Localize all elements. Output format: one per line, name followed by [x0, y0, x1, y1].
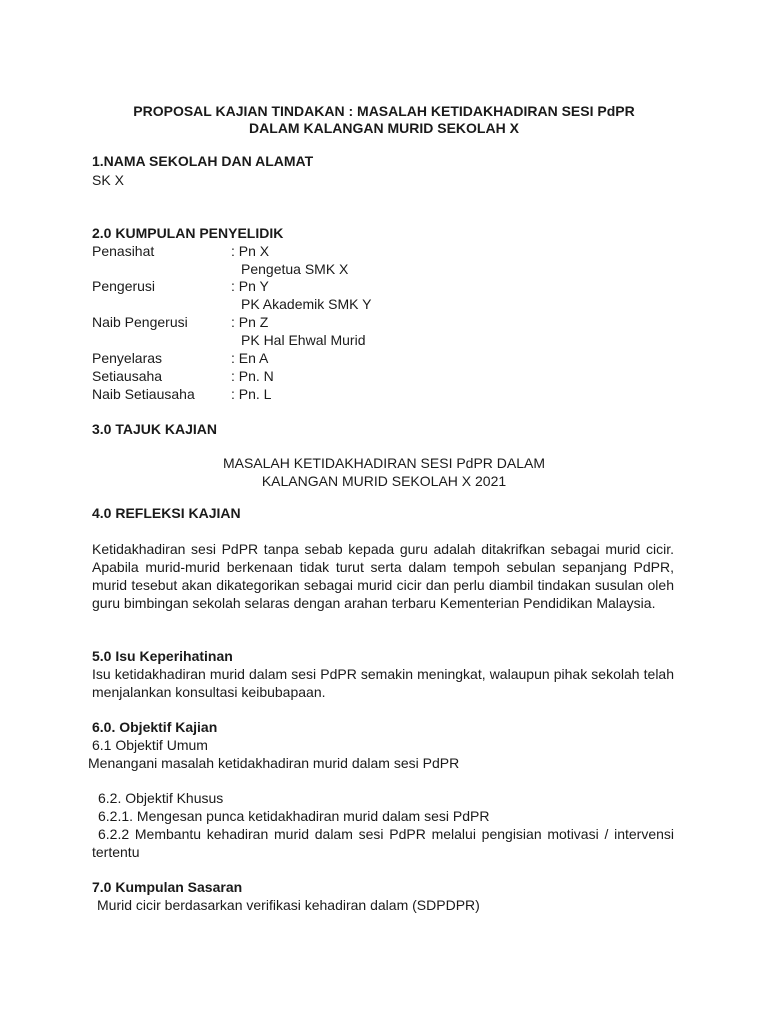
member-title-pengerusi: PK Akademik SMK Y	[241, 296, 372, 312]
member-name-naib-setiausaha: : Pn. L	[231, 386, 272, 402]
section-7-heading: 7.0 Kumpulan Sasaran	[92, 879, 243, 895]
member-role-pengerusi: Pengerusi	[92, 278, 156, 294]
member-title-penasihat: Pengetua SMK X	[241, 261, 349, 277]
objektif-khusus-label: 6.2. Objektif Khusus	[98, 790, 224, 806]
section-3-heading: 3.0 TAJUK KAJIAN	[92, 421, 217, 437]
member-role-penyelaras: Penyelaras	[92, 350, 163, 366]
member-role-naib-pengerusi: Naib Pengerusi	[92, 314, 188, 330]
title-line-1: PROPOSAL KAJIAN TINDAKAN : MASALAH KETIDAKHADIRAN SESI PdPR	[133, 103, 635, 119]
section-4-heading: 4.0 REFLEKSI KAJIAN	[92, 505, 241, 521]
member-name-penasihat: : Pn X	[231, 243, 270, 259]
section-4-body: Ketidakhadiran sesi PdPR tanpa sebab kepada guru adalah ditakrifkan sebagai murid cicir. Apabila murid-murid berkenaan tidak turut serta dalam tempoh sebulan sepanjang PdPR, murid tesebut akan dikategorikan sebagai murid cicir dan perlu diambil tindakan susulan oleh guru bimbingan sekolah selaras dengan arahan terbaru Kementerian Pendidikan Malaysia.	[92, 541, 674, 611]
member-name-naib-pengerusi: : Pn Z	[231, 314, 269, 330]
member-title-naib-pengerusi: PK Hal Ehwal Murid	[241, 332, 366, 348]
section-6-heading: 6.0. Objektif Kajian	[92, 719, 218, 735]
member-name-penyelaras: : En A	[231, 350, 269, 366]
member-role-setiausaha: Setiausaha	[92, 368, 163, 384]
school-name: SK X	[92, 172, 124, 188]
section-7-body: Murid cicir berdasarkan verifikasi kehadiran dalam (SDPDPR)	[97, 897, 480, 913]
member-name-setiausaha: : Pn. N	[231, 368, 274, 384]
study-title-line-2: KALANGAN MURID SEKOLAH X 2021	[261, 473, 507, 489]
objektif-khusus-1: 6.2.1. Mengesan punca ketidakhadiran murid dalam sesi PdPR	[98, 808, 490, 824]
objektif-umum-text: Menangani masalah ketidakhadiran murid dalam sesi PdPR	[88, 755, 460, 771]
member-name-pengerusi: : Pn Y	[231, 278, 269, 294]
objektif-khusus-2: 6.2.2 Membantu kehadiran murid dalam sesi PdPR melalui pengisian motivasi / intervensi tertentu	[92, 826, 674, 860]
section-1-heading: 1.NAMA SEKOLAH DAN ALAMAT	[92, 153, 314, 169]
member-role-penasihat: Penasihat	[92, 243, 155, 259]
title-line-2: DALAM KALANGAN MURID SEKOLAH X	[249, 120, 519, 136]
member-role-naib-setiausaha: Naib Setiausaha	[92, 386, 195, 402]
objektif-umum-label: 6.1 Objektif Umum	[92, 737, 208, 753]
section-5-body: Isu ketidakhadiran murid dalam sesi PdPR semakin meningkat, walaupun pihak sekolah telah menjalankan konsultasi keibubapaan.	[92, 666, 674, 700]
study-title-line-1: MASALAH KETIDAKHADIRAN SESI PdPR DALAM	[222, 455, 546, 471]
section-2-heading: 2.0 KUMPULAN PENYELIDIK	[92, 225, 284, 241]
document-title	[92, 103, 676, 137]
section-5-heading: 5.0 Isu Keperihatinan	[92, 648, 233, 664]
